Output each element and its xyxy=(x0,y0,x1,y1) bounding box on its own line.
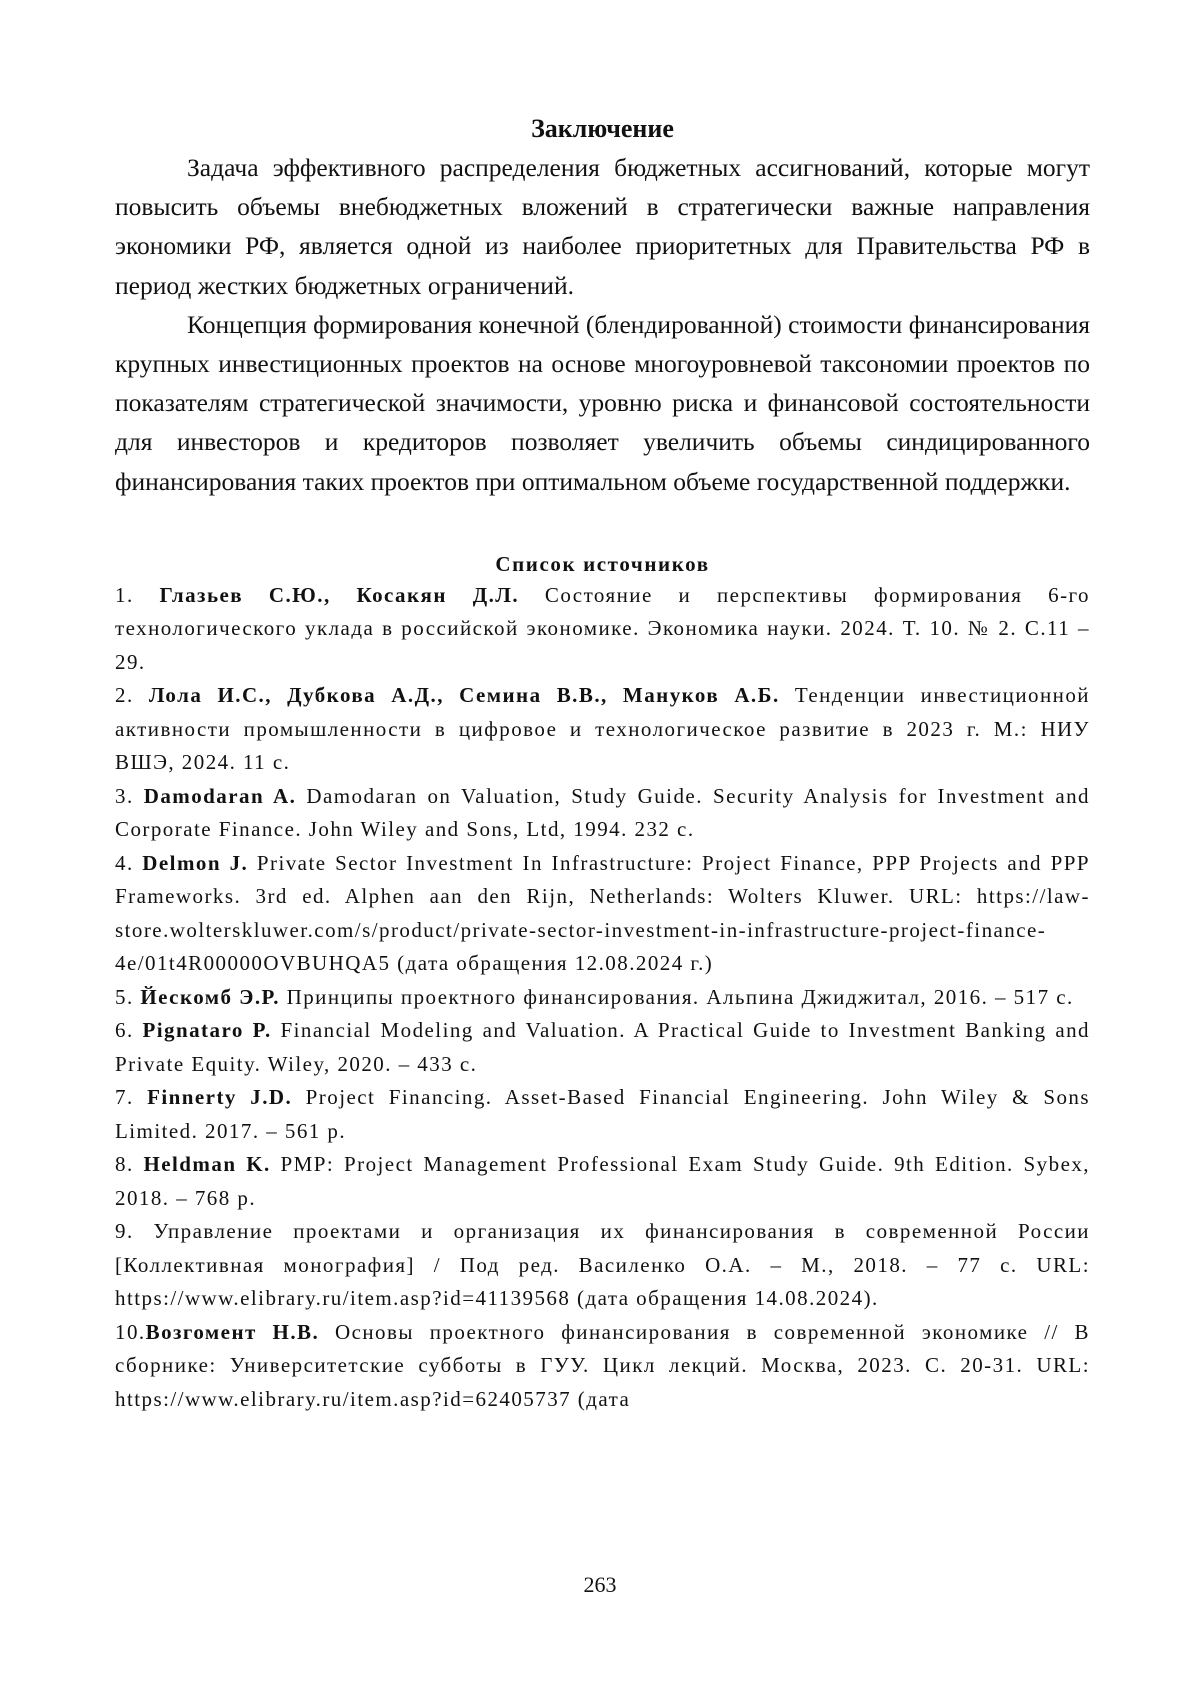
reference-item xyxy=(115,679,1090,780)
reference-number: 6. xyxy=(115,1018,143,1043)
reference-text: Damodaran on Valuation, Study Guide. Security Analysis for Investment and Corporate Finance. John Wiley and Sons, Ltd, 1994. 232 с. xyxy=(115,783,1091,842)
reference-authors: Pignataro P. xyxy=(142,1018,272,1043)
reference-number: 1. xyxy=(115,582,160,607)
reference-text: PMP: Project Management Professional Exam Study Guide. 9th Edition. Sybex, 2018. – 768 p. xyxy=(115,1152,1090,1210)
conclusion-paragraph: Концепция формирования конечной (блендированной) стоимости финансирования крупных инвестиционных проектов на основе многоуровневой таксономии проектов по показателям стратегической значимости, уровню риска и финансовой состоятельности для инвесторов и кредиторов позволяет увеличить объемы синдицированного финансирования таких проектов при оптимальном объеме государственной поддержки. xyxy=(115,309,1090,496)
reference-number: 4. xyxy=(115,850,143,875)
reference-number: 9. xyxy=(115,1219,154,1244)
reference-item xyxy=(115,1014,1090,1081)
conclusion-heading: Заключение xyxy=(531,114,674,143)
reference-text: Основы проектного финансирования в современной экономике // В сборнике: Университетские субботы в ГУУ. Цикл лекций. Москва, 2023. С. 20-31. URL: https://www.elibrary.ru/item.asp?id=62405737 (дата xyxy=(115,1319,1090,1411)
reference-item xyxy=(115,1148,1090,1215)
reference-text: Состояние и перспективы формирования 6-го технологического уклада в российской экономике. Экономика науки. 2024. Т. 10. № 2. С.11 – 29. xyxy=(115,582,1090,674)
reference-authors: Heldman K. xyxy=(143,1152,271,1177)
reference-text: Управление проектами и организация их финансирования в современной России [Коллективная монография] / Под ред. Василенко О.А. – М., 2018. – 77 с. URL: https://www.elibrary.ru/item.asp?id=41139568 (дата обращения 14.08.2024). xyxy=(115,1219,1090,1311)
document-page xyxy=(115,110,1090,1416)
reference-text: Тенденции инвестиционной активности промышленности в цифровое и технологическое развитие в 2023 г. М.: НИУ ВШЭ, 2024. 11 с. xyxy=(115,683,1090,775)
references-list xyxy=(115,579,1090,1417)
reference-number: 8. xyxy=(115,1152,144,1177)
conclusion-paragraph: Задача эффективного распределения бюджетных ассигнований, которые могут повысить объемы внебюджетных вложений в стратегически важные направления экономики РФ, является одной из наиболее приоритетных для Правительства РФ в период жестких бюджетных ограничений. xyxy=(115,153,1090,300)
reference-text: Private Sector Investment In Infrastructure: Project Finance, PPP Projects and PPP Frameworks. 3rd ed. Alphen aan den Rijn, Netherlands: Wolters Kluwer. URL: https://law-store.wolterskluwer.com/s/product/private-sector-investment-in-infrastructure-project-finance-4e/01t4R00000OVBUHQA5 (дата обращения 12.08.2024 г.) xyxy=(115,850,1090,976)
reference-number: 5. xyxy=(115,984,141,1009)
reference-authors: Damodaran A. xyxy=(143,783,297,808)
reference-text: Project Financing. Asset-Based Financial Engineering. John Wiley & Sons Limited. 2017. – 561 p. xyxy=(115,1085,1091,1143)
reference-number: 2. xyxy=(115,683,149,708)
reference-item xyxy=(115,780,1090,847)
reference-text: Financial Modeling and Valuation. A Practical Guide to Investment Banking and Private Equity. Wiley, 2020. – 433 с. xyxy=(115,1018,1091,1076)
reference-authors: Возгомент Н.В. xyxy=(145,1319,320,1344)
reference-item xyxy=(115,1316,1090,1417)
reference-authors: Finnerty J.D. xyxy=(147,1085,293,1110)
references-heading: Список источников xyxy=(495,551,710,576)
reference-item xyxy=(115,981,1090,1015)
reference-item xyxy=(115,847,1090,981)
reference-number: 10. xyxy=(115,1319,146,1344)
reference-number: 3. xyxy=(115,783,144,808)
reference-authors: Delmon J. xyxy=(142,850,249,875)
reference-item xyxy=(115,1215,1090,1316)
page-number: 263 xyxy=(583,1572,617,1597)
reference-number: 7. xyxy=(115,1085,148,1110)
reference-item xyxy=(115,1081,1090,1148)
reference-authors: Йескомб Э.Р. xyxy=(140,984,280,1009)
reference-authors: Глазьев С.Ю., Косакян Д.Л. xyxy=(159,582,520,607)
reference-text: Принципы проектного финансирования. Альпина Джиджитал, 2016. – 517 с. xyxy=(279,984,1074,1009)
reference-item xyxy=(115,579,1090,680)
reference-authors: Лола И.С., Дубкова А.Д., Семина В.В., Мануков А.Б. xyxy=(148,683,780,708)
